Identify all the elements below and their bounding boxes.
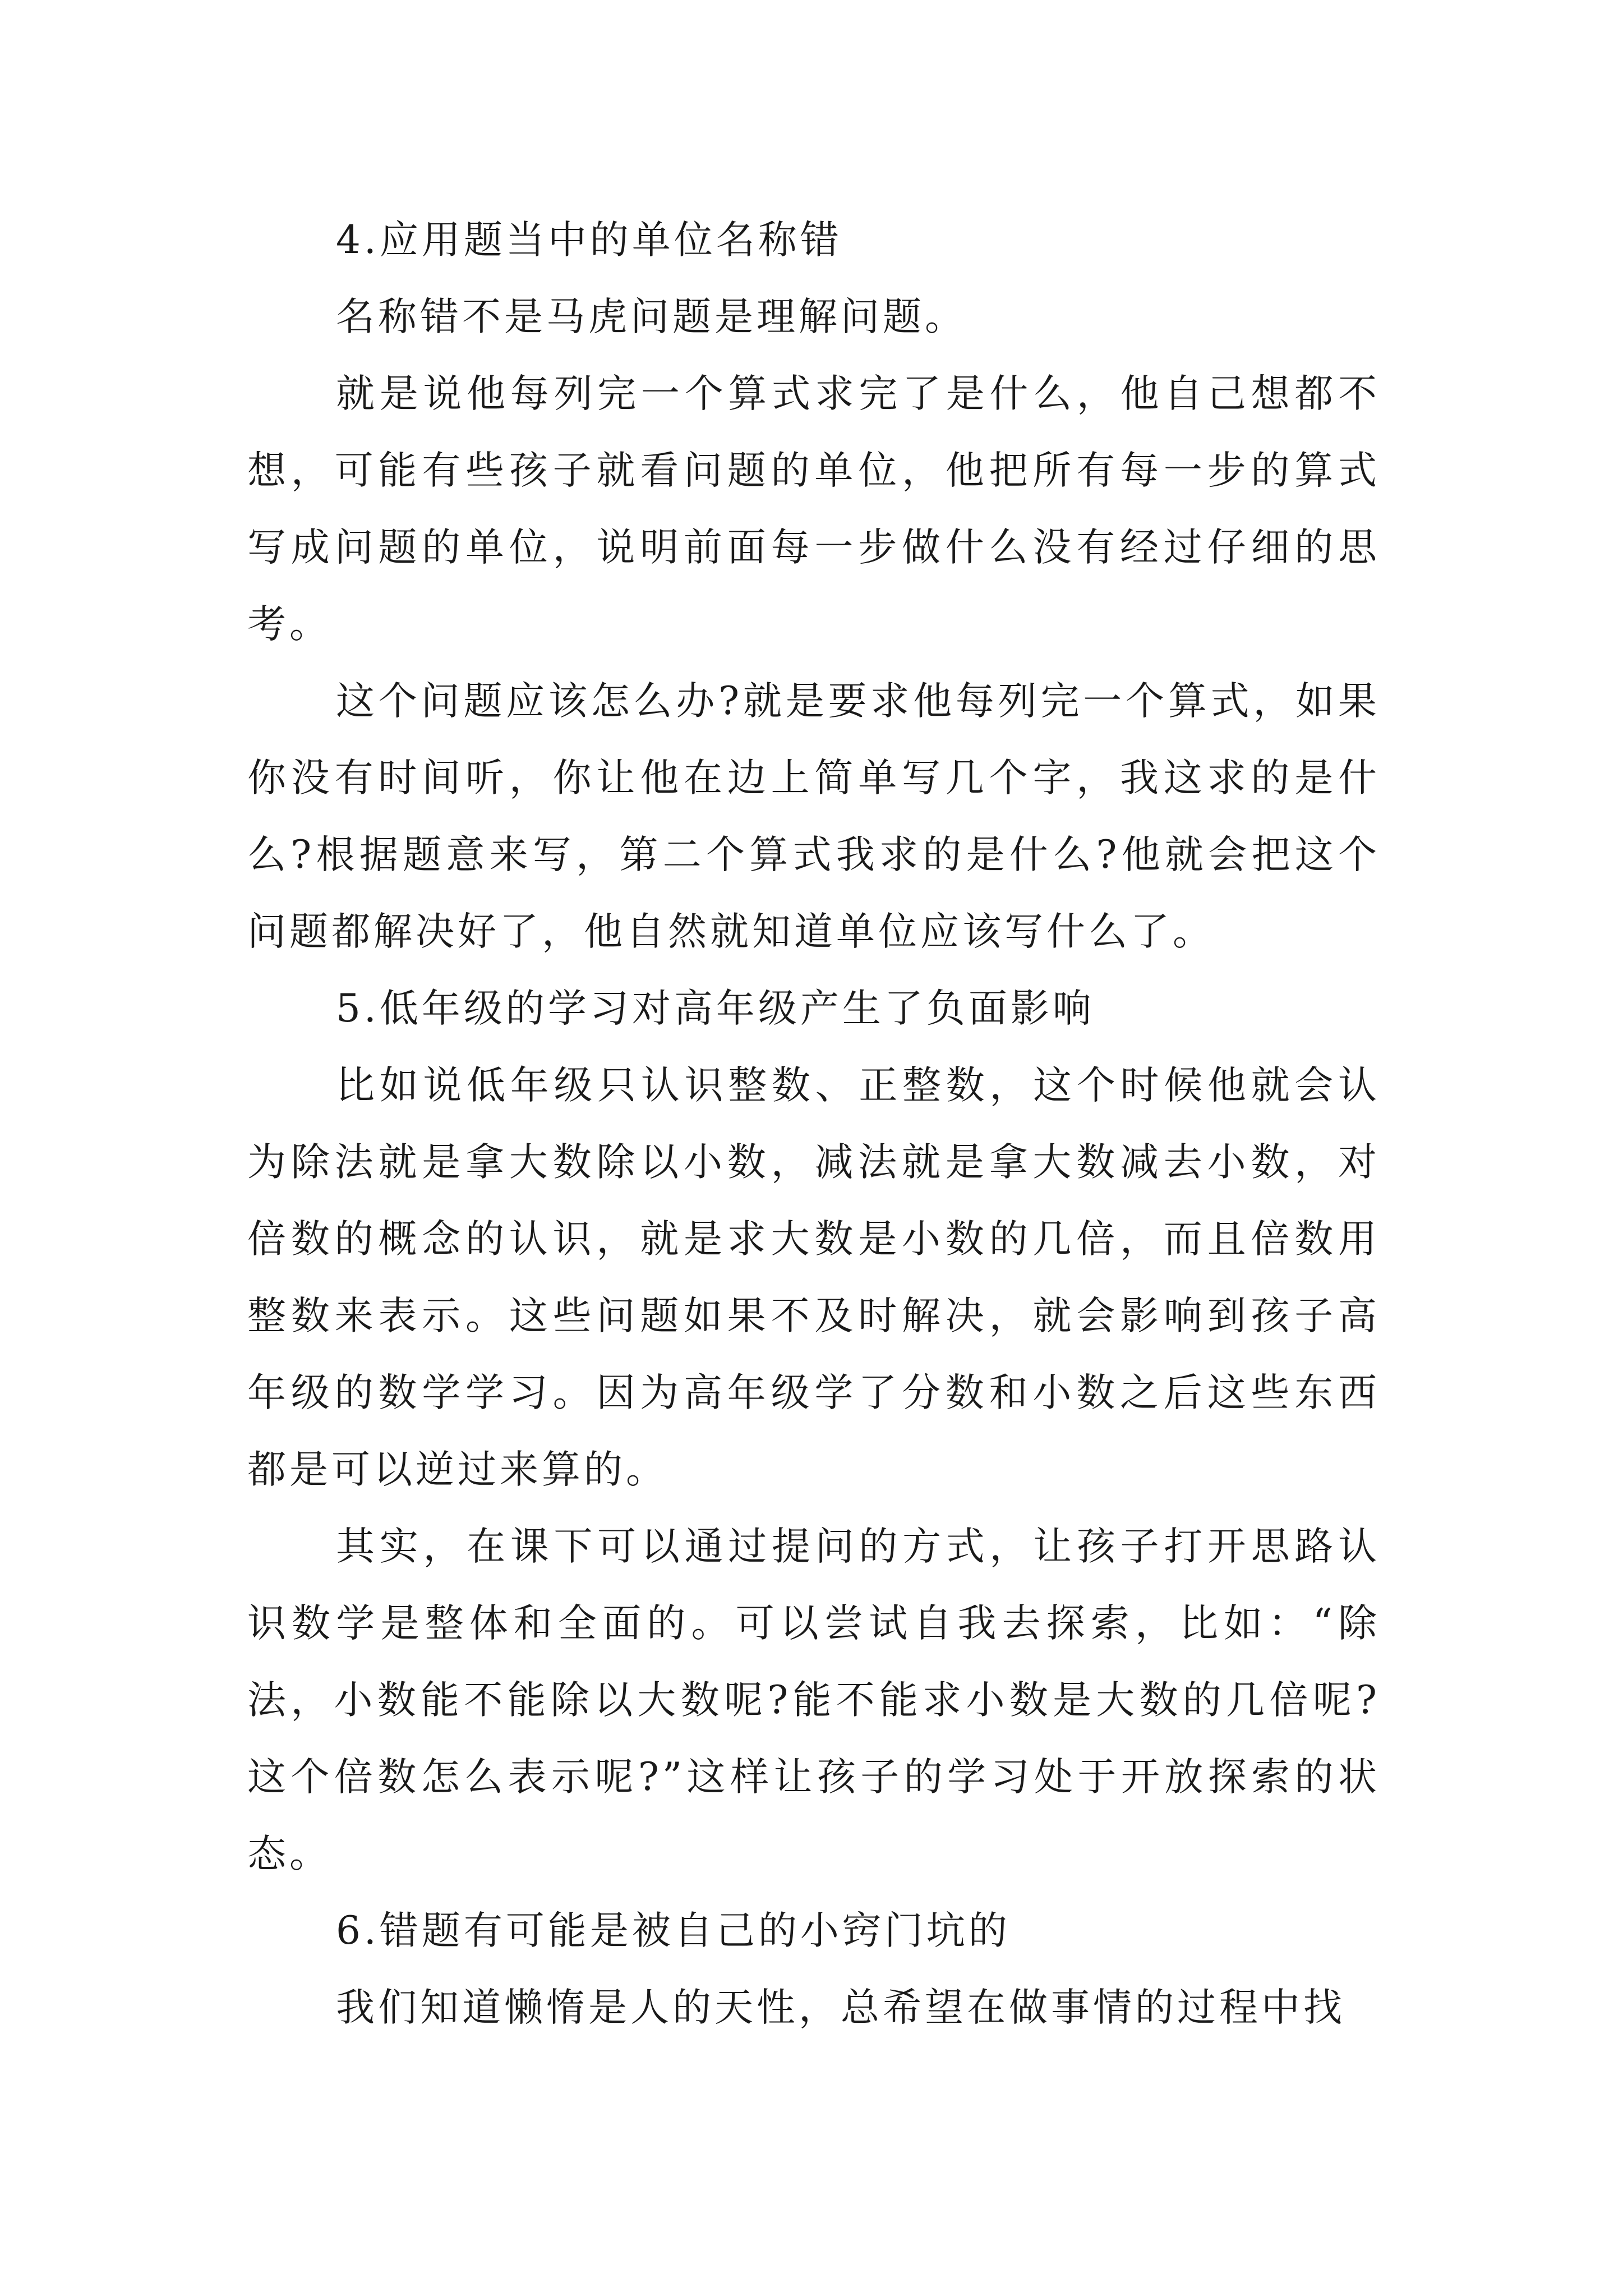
document-body [247,202,1380,2046]
paragraph: 我们知道懒惰是人的天性，总希望在做事情的过程中找 [336,1985,1345,2030]
paragraph: 这个问题应该怎么办?就是要求他每列完一个算式，如果你没有时间听，你让他在边上简单写几个字，我这求的是什么?根据题意来写，第二个算式我求的是什么?他就会把这个问题都解决好了，他自然就知道单位应该写什么了。 [247,679,1380,954]
heading-6-shortcut-mistakes: 6.错题有可能是被自己的小窍门坑的 [336,1908,1011,1953]
heading-5-lower-grade-influence: 5.低年级的学习对高年级产生了负面影响 [336,986,1095,1031]
paragraph: 比如说低年级只认识整数、正整数，这个时候他就会认为除法就是拿大数除以小数，减法就是拿大数减去小数，对倍数的概念的认识，就是求大数是小数的几倍，而且倍数用整数来表示。这些问题如果不及时解决，就会影响到孩子高年级的数学学习。因为高年级学了分数和小数之后这些东西都是可以逆过来算的。 [247,1063,1380,1492]
paragraph: 名称错不是马虎问题是理解问题。 [336,295,967,339]
paragraph: 其实，在课下可以通过提问的方式，让孩子打开思路认识数学是整体和全面的。可以尝试自我去探索，比如：“除法，小数能不能除以大数呢?能不能求小数是大数的几倍呢?这个倍数怎么表示呢?”这样让孩子的学习处于开放探索的状态。 [247,1524,1380,1876]
heading-4-unit-name-error: 4.应用题当中的单位名称错 [336,218,842,263]
paragraph: 就是说他每列完一个算式求完了是什么，他自己想都不想，可能有些孩子就看问题的单位，他把所有每一步的算式写成问题的单位，说明前面每一步做什么没有经过仔细的思考。 [247,371,1380,647]
